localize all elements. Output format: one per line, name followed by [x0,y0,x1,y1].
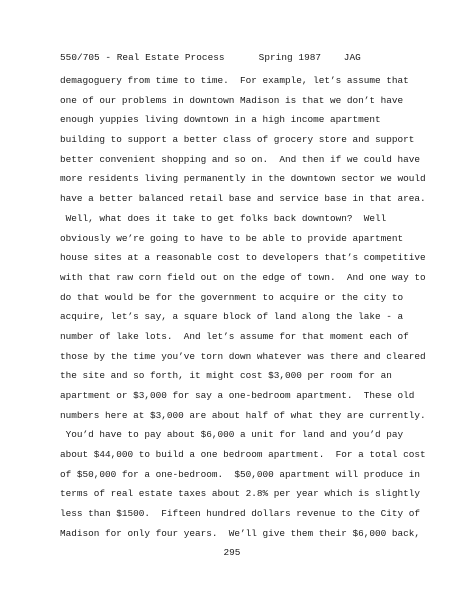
text-line: apartment or $3,000 for say a one-bedroom apartment. These old [60,390,415,401]
text-line: You’d have to pay about $6,000 a unit for land and you’d pay [60,429,404,441]
text-line: house sites at a reasonable cost to developers that’s competitive [60,252,426,264]
text-line: better convenient shopping and so on. And then if we could have [60,153,421,165]
text-line: demagoguery from time to time. For example, let’s assume that [60,75,409,86]
text-line: one of our problems in downtown Madison is that we don’t have [60,94,404,106]
text-line: less than $1500. Fifteen hundred dollars revenue to the City of [60,508,421,520]
text-line: Well, what does it take to get folks back downtown? Well [60,212,387,224]
text-line: numbers here at $3,000 are about half of what they are currently. [60,409,426,421]
page-number: 295 [223,547,241,558]
transcript-body [60,71,440,544]
text-line: Madison for only four years. We’ll give them their $6,000 back, [60,527,421,539]
text-line: about $44,000 to build a one bedroom apartment. For a total cost [60,449,426,461]
text-line: enough yuppies living downtown in a high income apartment [60,114,381,126]
text-line: terms of real estate taxes about 2.8% per year which is slightly [60,488,421,500]
text-line: acquire, let’s say, a square block of land along the lake - a [60,311,404,323]
text-line: obviously we’re going to have to be able to provide apartment [60,232,404,244]
page-header: 550/705 - Real Estate Process Spring 1987 JAG [60,52,361,63]
text-line: do that would be for the government to acquire or the city to [60,291,404,303]
text-line: of $50,000 for a one-bedroom. $50,000 apartment will produce in [60,468,421,480]
text-line: building to support a better class of grocery store and support [60,134,415,146]
text-line: number of lake lots. And let’s assume for that moment each of [60,330,409,342]
text-line: the site and so forth, it might cost $3,000 per room for an [60,370,392,382]
text-line: more residents living permanently in the downtown sector we would [60,173,426,185]
text-line: with that raw corn field out on the edge of town. And one way to [60,271,426,283]
text-line: have a better balanced retail base and service base in that area. [60,193,426,205]
text-line: those by the time you’ve torn down whatever was there and cleared [60,350,426,362]
